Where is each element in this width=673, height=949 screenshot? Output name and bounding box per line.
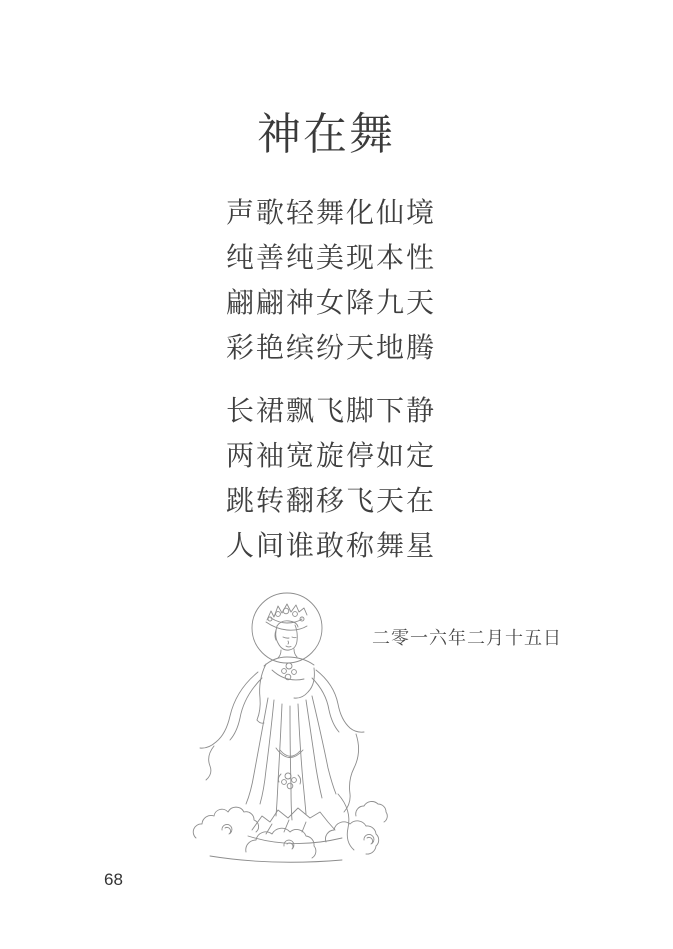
- poem-title: 神在舞: [257, 110, 395, 159]
- crown: [266, 604, 307, 630]
- poem-line-7: 跳转翻移飞天在: [226, 486, 437, 517]
- halo: [252, 593, 322, 663]
- poem-line-5: 长裙飘飞脚下静: [226, 396, 437, 427]
- clouds: [193, 802, 387, 863]
- poem-line-8: 人间谁敢称舞星: [226, 531, 437, 562]
- poem-line-3: 翩翩神女降九天: [226, 288, 437, 319]
- poem-line-4: 彩艳缤纷天地腾: [226, 333, 437, 364]
- robes: [246, 649, 354, 850]
- face: [275, 621, 298, 650]
- rock: [248, 808, 342, 844]
- poem-date: 二零一六年二月十五日: [372, 628, 562, 648]
- poem-line-6: 两袖宽旋停如定: [226, 441, 437, 472]
- poem-line-2: 纯善纯美现本性: [226, 243, 437, 274]
- celestial-maiden-illustration: [188, 588, 400, 868]
- page-number: 68: [104, 870, 123, 889]
- stanza-1: [226, 191, 456, 371]
- poem-line-1: 声歌轻舞化仙境: [226, 198, 437, 229]
- stanza-2: [226, 389, 456, 569]
- ribbons: [200, 670, 364, 812]
